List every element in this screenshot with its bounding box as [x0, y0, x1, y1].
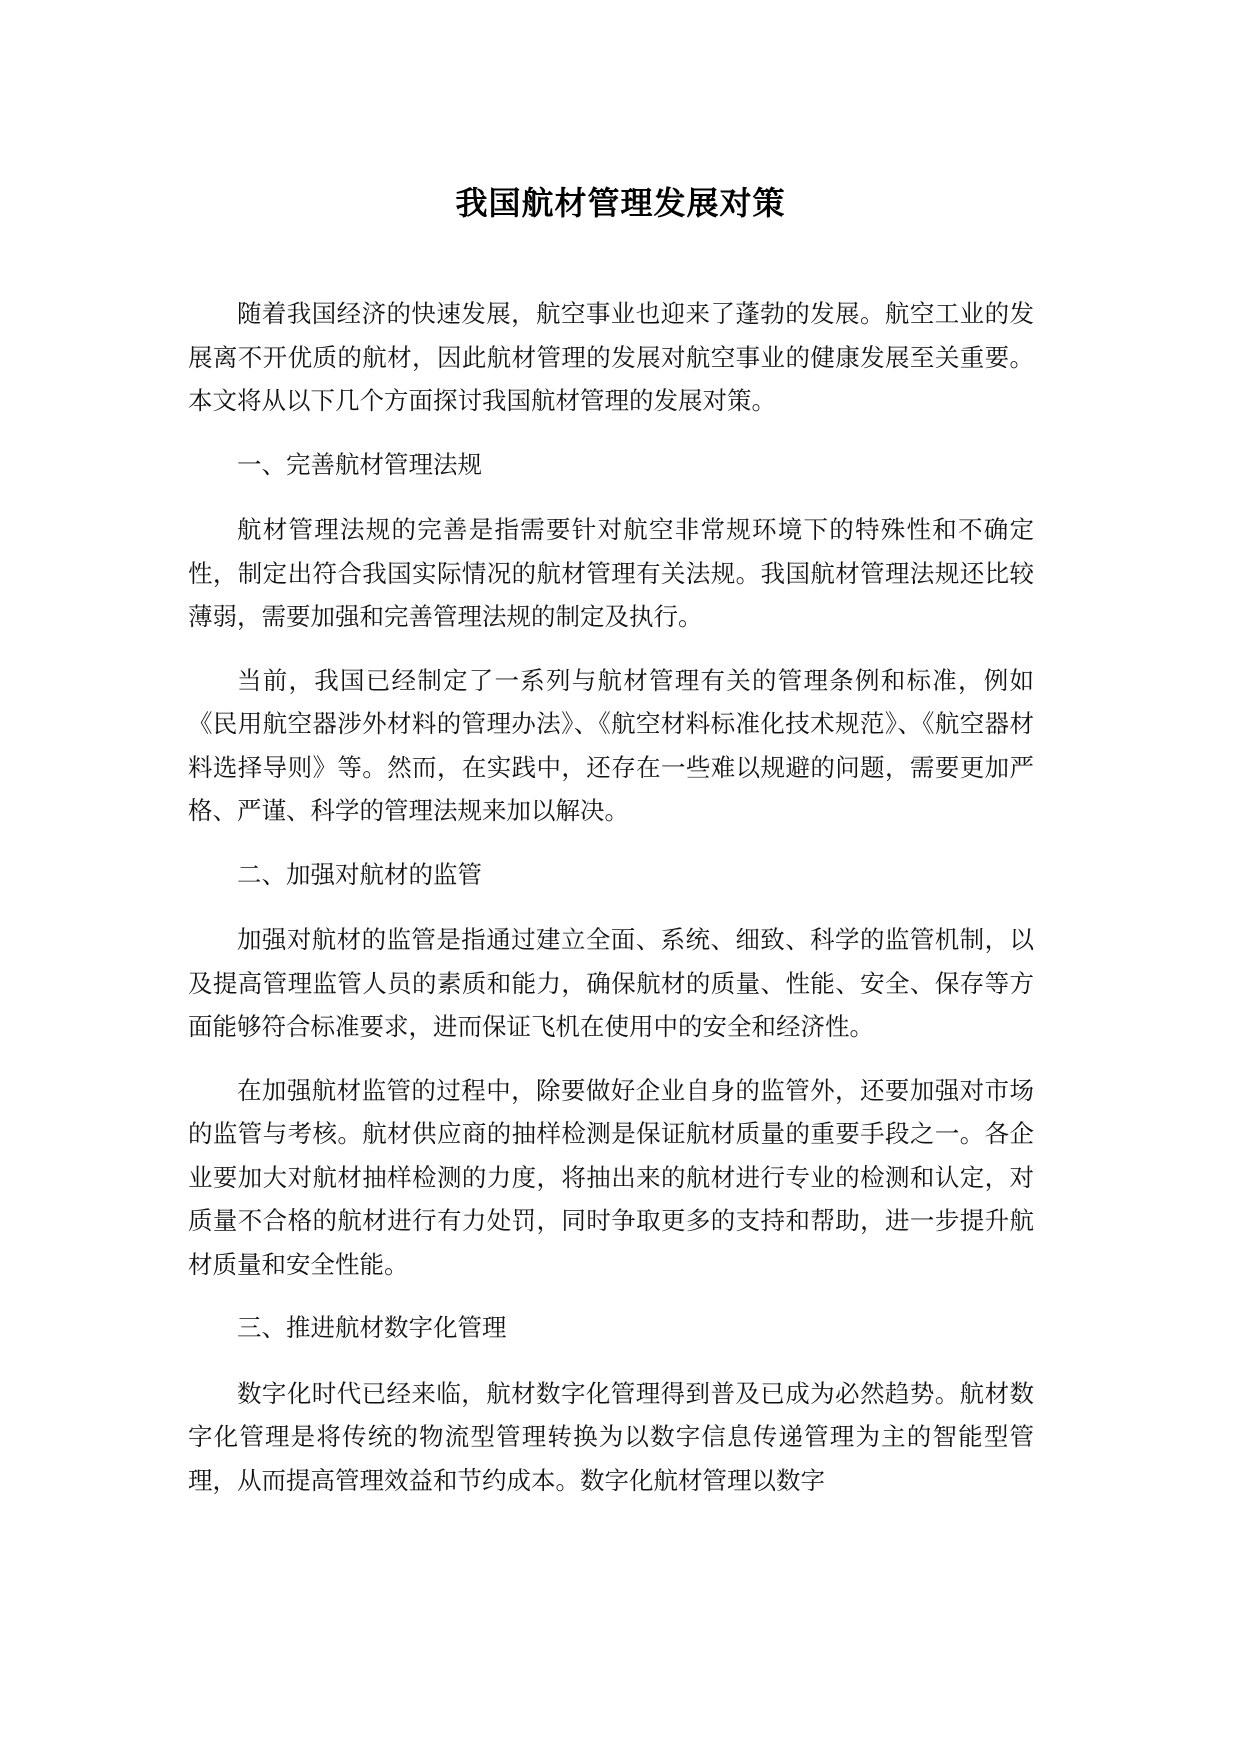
section-heading-2: 二、加强对航材的监管 — [237, 859, 482, 889]
document-body — [188, 292, 1034, 1522]
paragraph-supervision-1: 加强对航材的监管是指通过建立全面、系统、细致、科学的监管机制，以及提高管理监管人员的素质和能力，确保航材的质量、性能、安全、保存等方面能够符合标准要求，进而保证飞机在使用中的安全和经济性。 — [188, 925, 1034, 1041]
document-title: 我国航材管理发展对策 — [455, 184, 786, 222]
paragraph-digital-1: 数字化时代已经来临，航材数字化管理得到普及已成为必然趋势。航材数字化管理是将传统的物流型管理转换为以数字信息传递管理为主的智能型管理，从而提高管理效益和节约成本。数字化航材管理以数字 — [188, 1378, 1034, 1495]
section-heading-3: 三、推进航材数字化管理 — [237, 1313, 507, 1342]
section-heading-1: 一、完善航材管理法规 — [237, 449, 482, 479]
paragraph-regulations-2: 当前，我国已经制定了一系列与航材管理有关的管理条例和标准，例如《民用航空器涉外材料的管理办法》、《航空材料标准化技术规范》、《航空器材料选择导则》等。然而，在实践中，还存在一些难以规避的问题，需要更加严格、严谨、科学的管理法规来加以解决。 — [188, 665, 1034, 825]
paragraph-intro: 随着我国经济的快速发展，航空事业也迎来了蓬勃的发展。航空工业的发展离不开优质的航材，因此航材管理的发展对航空事业的健康发展至关重要。本文将从以下几个方面探讨我国航材管理的发展对策。 — [188, 299, 1034, 415]
paragraph-supervision-2: 在加强航材监管的过程中，除要做好企业自身的监管外，还要加强对市场的监管与考核。航材供应商的抽样检测是保证航材质量的重要手段之一。各企业要加大对航材抽样检测的力度，将抽出来的航材进行专业的检测和认定，对质量不合格的航材进行有力处罚，同时争取更多的支持和帮助，进一步提升航材质量和安全性能。 — [188, 1075, 1034, 1279]
paragraph-regulations-1: 航材管理法规的完善是指需要针对航空非常规环境下的特殊性和不确定性，制定出符合我国实际情况的航材管理有关法规。我国航材管理法规还比较薄弱，需要加强和完善管理法规的制定及执行。 — [188, 515, 1034, 631]
